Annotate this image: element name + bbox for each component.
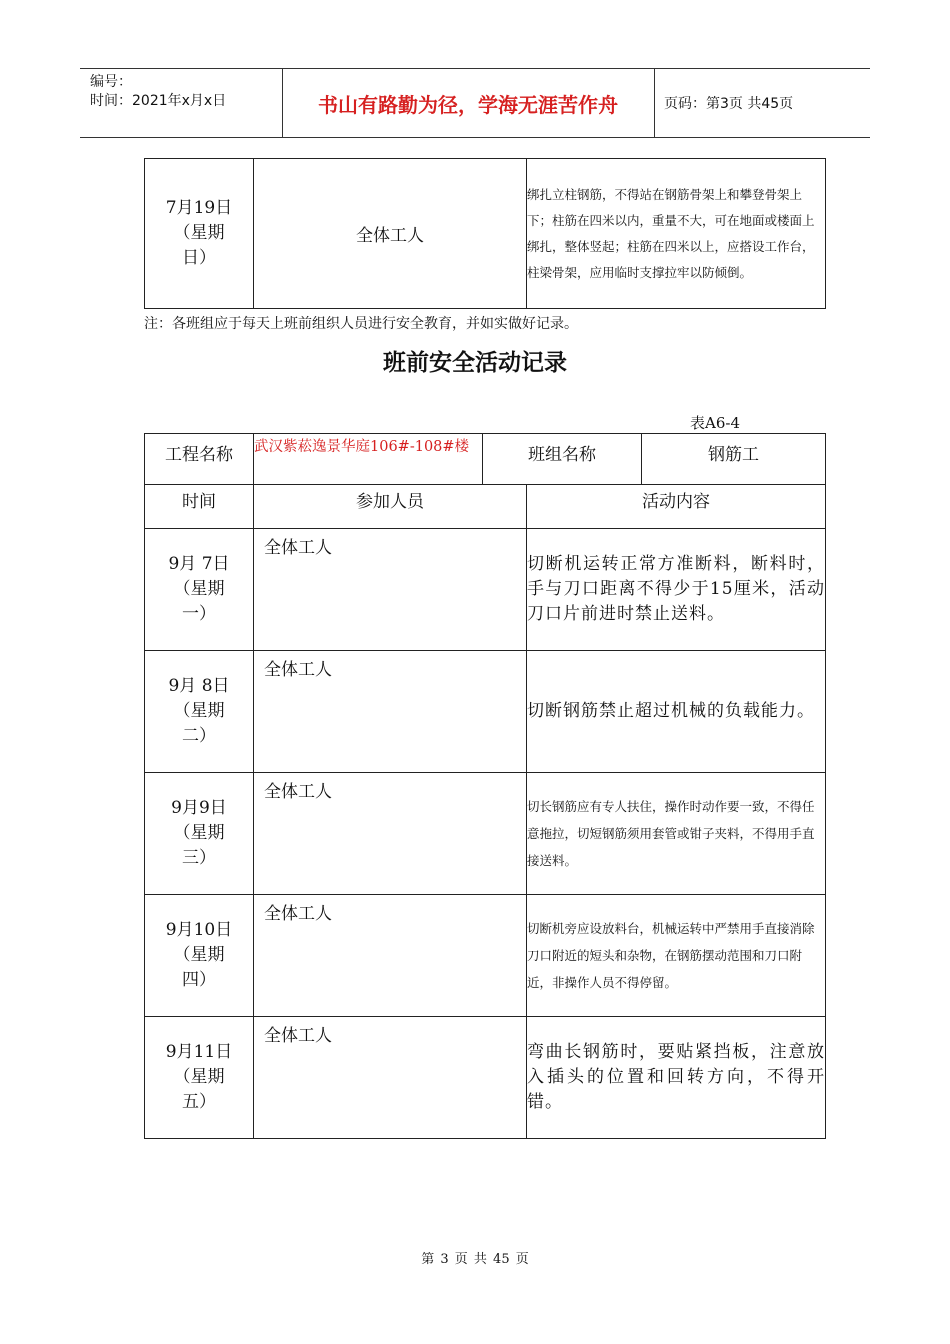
table-row <box>145 773 826 895</box>
table-row <box>145 159 826 309</box>
date-text: 9月 7日（星期一） <box>168 554 230 624</box>
row-people: 全体工人 <box>254 529 527 651</box>
row-date <box>145 159 254 309</box>
date-text: 9月 8日（星期二） <box>168 676 230 746</box>
column-header-row <box>145 485 826 529</box>
row-people: 全体工人 <box>254 1017 527 1139</box>
row-date <box>145 529 254 651</box>
row-people: 全体工人 <box>254 159 527 309</box>
date-text: 9月11日（星期五） <box>165 1042 233 1112</box>
date-text: 9月10日（星期四） <box>165 920 233 990</box>
team-label: 班组名称 <box>483 434 642 485</box>
row-content: 切长钢筋应有专人扶住，操作时动作要一致，不得任意拖拉，切短钢筋须用套管或钳子夹料，不得用手直接送料。 <box>527 773 826 895</box>
row-people: 全体工人 <box>254 651 527 773</box>
project-value: 武汉紫菘逸景华庭106#-108#楼 <box>254 434 483 485</box>
header-page-label: 页码：第3页 共45页 <box>664 96 794 112</box>
row-date <box>145 773 254 895</box>
table-number: 表A6-4 <box>690 414 740 432</box>
table-row <box>145 529 826 651</box>
activity-table <box>144 433 826 1139</box>
header-motto: 书山有路勤为径，学海无涯苦作舟 <box>318 92 618 117</box>
row-people: 全体工人 <box>254 773 527 895</box>
number-label: 编号： <box>90 74 132 90</box>
row-date <box>145 1017 254 1139</box>
row-content: 弯曲长钢筋时，要贴紧挡板，注意放入插头的位置和回转方向，不得开错。 <box>527 1017 826 1139</box>
row-content: 切断钢筋禁止超过机械的负载能力。 <box>527 651 826 773</box>
header-meta <box>90 73 226 111</box>
project-label: 工程名称 <box>145 434 254 485</box>
page-header <box>80 68 870 138</box>
date-text: 7月19日（星期日） <box>165 198 233 268</box>
team-value: 钢筋工 <box>642 434 826 485</box>
row-people: 全体工人 <box>254 895 527 1017</box>
col-time-header: 时间 <box>145 485 254 529</box>
table-row <box>145 895 826 1017</box>
col-people-header: 参加人员 <box>254 485 527 529</box>
time-label: 时间：2021年x月x日 <box>90 93 227 109</box>
row-content: 切断机运转正常方准断料，断料时，手与刀口距离不得少于15厘米，活动刀口片前进时禁止送料。 <box>527 529 826 651</box>
page-title: 班前安全活动记录 <box>383 350 567 376</box>
table-row <box>145 1017 826 1139</box>
page-footer: 第 3 页 共 45 页 <box>421 1252 529 1267</box>
header-divider <box>654 69 655 137</box>
row-date <box>145 651 254 773</box>
table-row <box>145 651 826 773</box>
row-content: 切断机旁应设放料台，机械运转中严禁用手直接消除刀口附近的短头和杂物，在钢筋摆动范围和刀口附近，非操作人员不得停留。 <box>527 895 826 1017</box>
row-date <box>145 895 254 1017</box>
row-content: 绑扎立柱钢筋，不得站在钢筋骨架上和攀登骨架上下；柱筋在四米以内，重量不大，可在地面或楼面上绑扎，整体竖起；柱筋在四米以上，应搭设工作台，柱梁骨架，应用临时支撑拉牢以防倾倒。 <box>527 159 826 309</box>
project-row <box>145 434 826 485</box>
col-content-header: 活动内容 <box>527 485 826 529</box>
footnote: 注：各班组应于每天上班前组织人员进行安全教育，并如实做好记录。 <box>144 316 578 332</box>
continued-table <box>144 158 826 309</box>
date-text: 9月9日（星期三） <box>171 798 227 868</box>
